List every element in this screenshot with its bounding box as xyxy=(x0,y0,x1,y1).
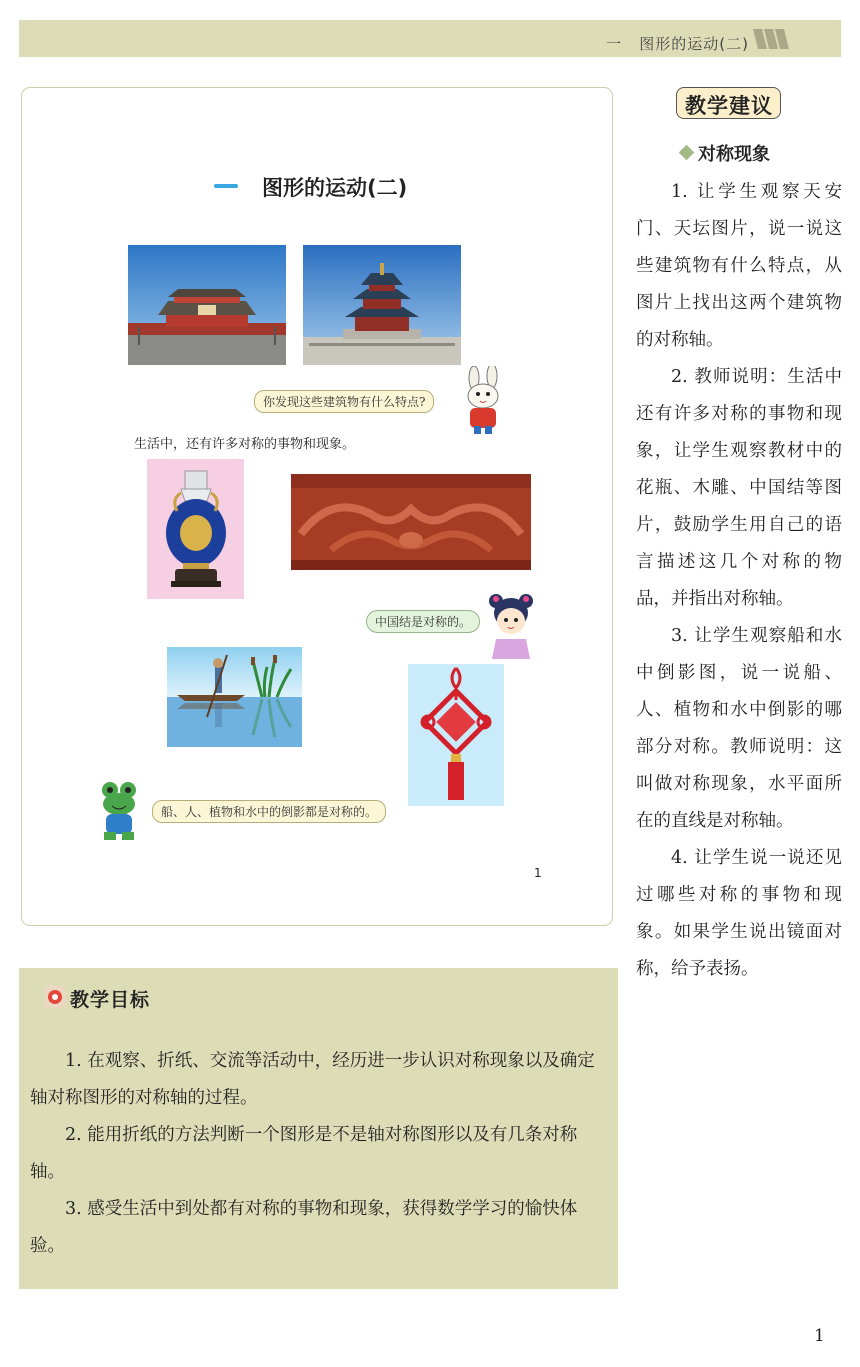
goal-item: 3. 感受生活中到处都有对称的事物和现象，获得数学学习的愉快体验。 xyxy=(30,1199,578,1256)
goal-marker-icon xyxy=(44,986,66,1008)
girl-cartoon-character xyxy=(486,589,536,659)
running-header xyxy=(19,20,841,57)
advice-paragraph: 3. 让学生观察船和水中倒影图，说一说船、人、植物和水中倒影的哪部分对称。教师说明：这叫做对称现象，水平面所在的直线是对称轴。 xyxy=(636,626,842,831)
advice-paragraph: 1. 让学生观察天安门、天坛图片，说一说这些建筑物有什么特点，从图片上找出这两个建筑物的对称轴。 xyxy=(636,182,842,350)
advice-paragraph: 4. 让学生说一说还见过哪些对称的事物和现象。如果学生说出镜面对称，给予表扬。 xyxy=(636,848,842,979)
stripes-decoration-icon xyxy=(753,29,793,49)
temple-of-heaven-photo xyxy=(303,245,461,365)
frog-cartoon-character xyxy=(98,780,142,846)
advice-paragraph: 2. 教师说明：生活中还有许多对称的事物和现象，让学生观察教材中的花瓶、木雕、中国结等图片，鼓励学生用自己的语言描述这几个对称的物品，并指出对称轴。 xyxy=(636,367,842,609)
vase-photo xyxy=(147,459,244,599)
goal-item: 1. 在观察、折纸、交流等活动中，经历进一步认识对称现象以及确定轴对称图形的对称轴的过程。 xyxy=(30,1051,595,1108)
girl-speech-bubble: 中国结是对称的。 xyxy=(366,610,480,633)
symmetry-section-title: 对称现象 xyxy=(698,144,770,165)
boat-reflection-photo xyxy=(167,647,302,747)
rabbit-speech-bubble: 你发现这些建筑物有什么特点? xyxy=(254,390,434,413)
title-accent-bar xyxy=(214,184,238,188)
diamond-bullet-icon xyxy=(679,145,695,161)
tiananmen-photo xyxy=(128,245,286,365)
rabbit-cartoon-character xyxy=(458,366,510,436)
caption-symmetry-life: 生活中，还有许多对称的事物和现象。 xyxy=(134,437,356,452)
goal-item: 2. 能用折纸的方法判断一个图形是不是轴对称图形以及有几条对称轴。 xyxy=(30,1125,578,1182)
teaching-goals-title: 教学目标 xyxy=(70,989,151,1011)
teaching-advice-title: 教学建议 xyxy=(685,94,773,118)
teaching-advice-text xyxy=(636,174,842,988)
lesson-title: 图形的运动(二) xyxy=(262,176,408,200)
wood-carving-photo xyxy=(291,474,531,570)
frog-speech-bubble: 船、人、植物和水中的倒影都是对称的。 xyxy=(152,800,386,823)
chinese-knot-photo xyxy=(408,664,504,806)
page-number: 1 xyxy=(814,1326,825,1346)
running-title: 一 图形的运动(二) xyxy=(605,35,749,53)
textbook-page-number: 1 xyxy=(534,866,542,880)
